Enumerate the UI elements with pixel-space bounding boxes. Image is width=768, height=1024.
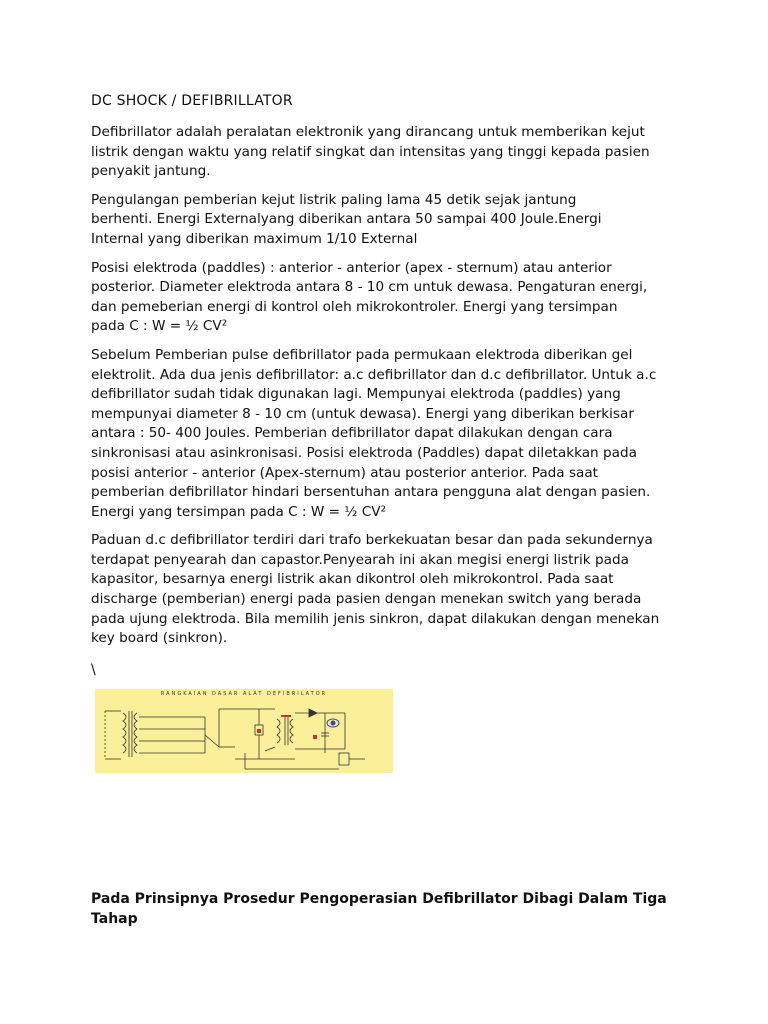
paragraph-definition: Defibrillator adalah peralatan elektronik yang dirancang untuk memberikan kejut listrik dengan waktu yang relatif singkat dan intensitas yang tinggi kepada pasien penyakit jantung. — [91, 124, 650, 180]
circuit-diagram-title: RANGKAIAN DASAR ALAT DEFIBRILATOR — [160, 690, 328, 697]
paragraph-energy: Pengulangan pemberian kejut listrik paling lama 45 detik sejak jantung berhenti. Energi Externalyang diberikan antara 50 sampai 400 Joule.Energi Internal yang diberikan maximum 1/10 External — [91, 191, 602, 247]
stray-backslash: \ — [91, 661, 96, 678]
circuit-drawing — [95, 689, 393, 773]
section-heading-procedure — [91, 889, 691, 929]
paragraph-dc-circuit: Paduan d.c defibrillator terdiri dari trafo berkekuatan besar dan pada sekundernya terdapat penyearah dan capastor.Penyearah ini akan megisi energi listrik pada kapasitor, besarnya energi listrik akan dikontrol oleh mikrokontrol. Pada saat discharge (pemberian) energi pada pasien dengan menekan switch yang berada pada ujung elektroda. Bila memilih jenis sinkron, dapat dilakukan dengan menekan key board (sinkron). — [91, 532, 660, 647]
section-heading-text: Pada Prinsipnya Prosedur Pengoperasian Defibrillator Dibagi Dalam Tiga Tahap — [91, 891, 667, 927]
document-title: DC SHOCK / DEFIBRILLATOR — [91, 93, 293, 109]
circuit-diagram-image — [95, 689, 393, 773]
document-page — [91, 92, 691, 773]
paragraph-procedure: Sebelum Pemberian pulse defibrillator pada permukaan elektroda diberikan gel elektrolit. Ada dua jenis defibrillator: a.c defibrillator dan d.c defibrillator. Untuk a.c defibrillator sudah tidak digunakan lagi. Mempunyai elektroda (paddles) yang mempunyai diameter 8 - 10 cm (untuk dewasa). Energi yang diberikan berkisar antara : 50- 400 Joules. Pemberian defibrillator dapat dilakukan dengan cara sinkronisasi atau asinkronisasi. Posisi elektroda (Paddles) dapat diletakkan pada posisi anterior - anterior (Apex-sternum) atau posterior anterior. Pada saat pemberian defibrillator hindari bersentuhan antara pengguna alat dengan pasien. Energi yang tersimpan pada C : W = ½ CV² — [91, 346, 657, 520]
paragraph-electrode-position: Posisi elektroda (paddles) : anterior - anterior (apex - sternum) atau anterior posterior. Diameter elektroda antara 8 - 10 cm untuk dewasa. Pengaturan energi, dan pemeberian energi di kontrol oleh mikrokontroler. Energi yang tersimpan pada C : W = ½ CV² — [91, 259, 648, 335]
